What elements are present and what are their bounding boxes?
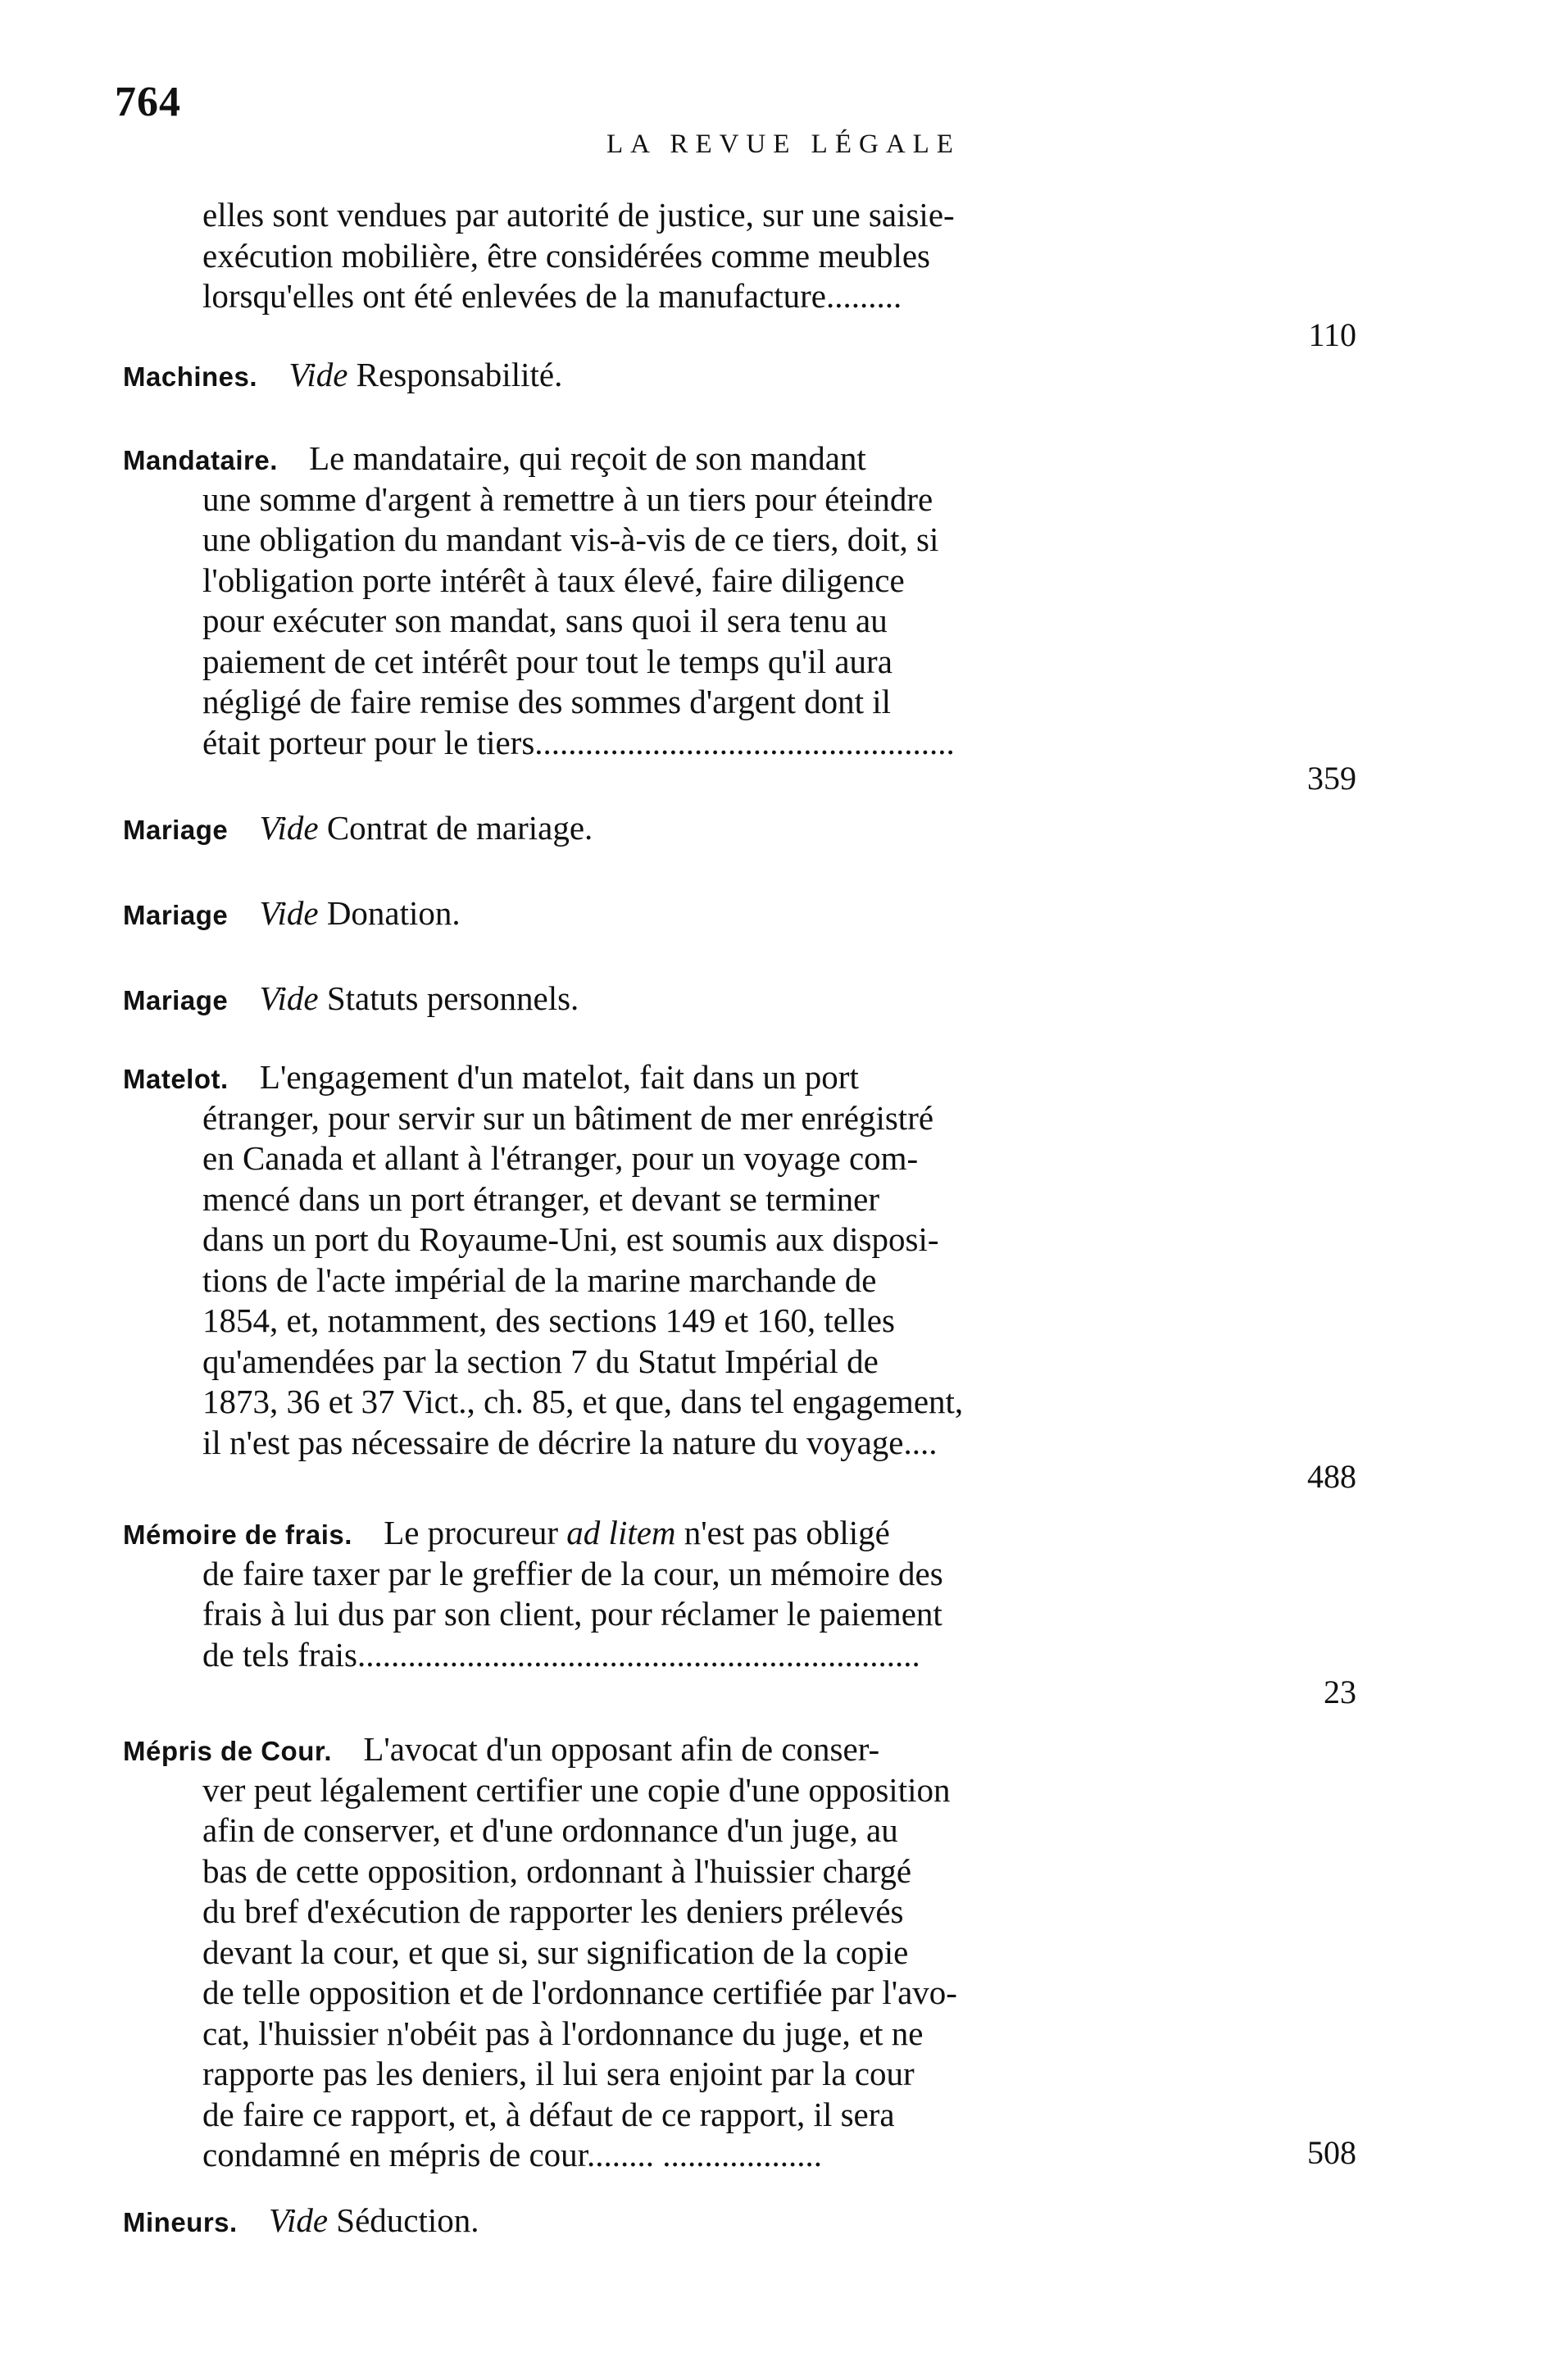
- entry-line: il n'est pas nécessaire de décrire la nature du voyage....: [202, 1423, 938, 1461]
- entry-line: de faire ce rapport, et, à défaut de ce rapport, il sera: [202, 2095, 895, 2133]
- entry-headword: Mépris de Cour.: [123, 1736, 333, 1766]
- entry-headword: Mariage: [123, 985, 229, 1015]
- index-entry-machines: [123, 355, 1410, 396]
- entry-line: en Canada et allant à l'étranger, pour un voyage com-: [202, 1139, 919, 1177]
- entry-line: mencé dans un port étranger, et devant se terminer: [202, 1179, 879, 1218]
- entry-line: étranger, pour servir sur un bâtiment de mer enrégistré: [202, 1098, 934, 1137]
- cross-reference: Statuts personnels.: [326, 979, 579, 1017]
- entry-line: bas de cette opposition, ordonnant à l'huissier chargé: [202, 1851, 912, 1890]
- entry-line: pour exécuter son mandat, sans quoi il sera tenu au: [202, 602, 888, 639]
- entry-line: cat, l'huissier n'obéit pas à l'ordonnance du juge, et ne: [202, 2014, 924, 2052]
- entry-headword: Mineurs.: [123, 2207, 238, 2237]
- index-entry-mariage: [123, 893, 1410, 934]
- entry-line: elles sont vendues par autorité de justice, sur une saisie-: [202, 196, 955, 234]
- latin-term: ad litem: [566, 1514, 676, 1551]
- entry-line: L'engagement d'un matelot, fait dans un port: [259, 1058, 859, 1096]
- entry-line: paiement de cet intérêt pour tout le temps qu'il aura: [202, 642, 893, 680]
- index-entry-mariage: [123, 808, 1410, 849]
- entry-line: lorsqu'elles ont été enlevées de la manufacture.........: [202, 277, 902, 315]
- entry-line: Le mandataire, qui reçoit de son mandant: [309, 439, 866, 477]
- entry-line: exécution mobilière, être considérées comme meubles: [202, 236, 930, 275]
- entry-line: condamné en mépris de cour........ ...................: [202, 2136, 823, 2173]
- vide-reference: Vide: [259, 894, 319, 932]
- entry-line: de faire taxer par le greffier de la cour, un mémoire des: [202, 1554, 943, 1592]
- entry-line: afin de conserver, et d'une ordonnance d'un juge, au: [202, 1811, 898, 1849]
- cross-reference: Donation.: [326, 894, 461, 932]
- entry-line: frais à lui dus par son client, pour réclamer le paiement: [202, 1595, 942, 1633]
- page-reference: 508: [1307, 2134, 1356, 2171]
- index-entry-matelot: [123, 1057, 1410, 1463]
- entry-line-end: n'est pas obligé: [675, 1514, 890, 1551]
- page-number: 764: [115, 79, 181, 125]
- entry-line: 1873, 36 et 37 Vict., ch. 85, et que, dans tel engagement,: [202, 1383, 964, 1420]
- entry-line: dans un port du Royaume-Uni, est soumis aux disposi-: [202, 1220, 939, 1258]
- entry-line: une obligation du mandant vis-à-vis de ce tiers, doit, si: [202, 520, 939, 558]
- vide-reference: Vide: [259, 979, 319, 1017]
- entry-headword: Machines.: [123, 361, 258, 392]
- entry-line: qu'amendées par la section 7 du Statut Impérial de: [202, 1342, 879, 1380]
- cross-reference: Contrat de mariage.: [326, 809, 593, 847]
- entry-line: ver peut légalement certifier une copie d'une opposition: [202, 1770, 951, 1809]
- index-entry-mineurs: [123, 2201, 1410, 2241]
- vide-reference: Vide: [268, 2201, 329, 2239]
- index-entry-mepris-de-cour: [123, 1729, 1410, 2176]
- running-title: LA REVUE LÉGALE: [606, 129, 961, 159]
- page-reference: 488: [1307, 1458, 1356, 1495]
- entry-line: l'obligation porte intérêt à taux élevé, faire diligence: [202, 561, 905, 599]
- entry-line: 1854, et, notamment, des sections 149 et 160, telles: [202, 1301, 895, 1339]
- entry-line: devant la cour, et que si, sur signification de la copie: [202, 1933, 909, 1971]
- cross-reference: Séduction.: [336, 2201, 479, 2239]
- entry-line: de telle opposition et de l'ordonnance certifiée par l'avo-: [202, 1973, 957, 2011]
- entry-line: rapporte pas les deniers, il lui sera enjoint par la cour: [202, 2055, 915, 2092]
- continued-entry: [123, 195, 1410, 317]
- entry-headword: Matelot.: [123, 1064, 229, 1094]
- entry-headword: Mariage: [123, 900, 229, 930]
- index-entry-mariage: [123, 979, 1410, 1020]
- entry-line-start: Le procureur: [384, 1514, 567, 1551]
- entry-headword: Mariage: [123, 815, 229, 845]
- index-entry-mandataire: [123, 438, 1410, 763]
- index-entry-memoire-de-frais: [123, 1513, 1410, 1675]
- entry-headword: Mandataire.: [123, 445, 278, 475]
- entry-line: L'avocat d'un opposant afin de conser-: [363, 1730, 880, 1768]
- entry-line: une somme d'argent à remettre à un tiers pour éteindre: [202, 479, 933, 518]
- cross-reference: Responsabilité.: [356, 356, 563, 393]
- vide-reference: Vide: [288, 356, 348, 393]
- page-reference: 23: [1324, 1674, 1356, 1710]
- entry-line: tions de l'acte impérial de la marine marchande de: [202, 1260, 877, 1299]
- page-reference: 359: [1307, 760, 1356, 797]
- entry-line: était porteur pour le tiers..................................................: [202, 723, 955, 761]
- entry-headword: Mémoire de frais.: [123, 1519, 352, 1550]
- entry-line: du bref d'exécution de rapporter les deniers prélevés: [202, 1892, 904, 1930]
- page-reference: 110: [1308, 316, 1356, 353]
- entry-line: de tels frais...................................................................: [202, 1635, 920, 1674]
- vide-reference: Vide: [259, 809, 319, 847]
- entry-line: négligé de faire remise des sommes d'argent dont il: [202, 683, 892, 720]
